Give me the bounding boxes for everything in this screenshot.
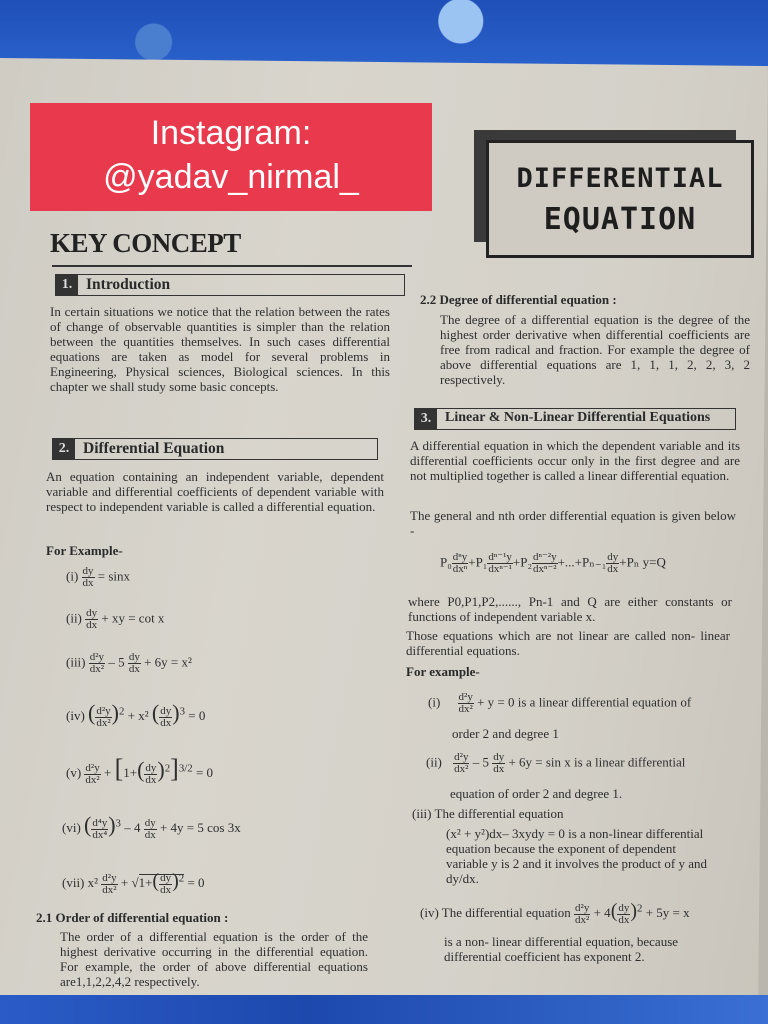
example-vii: (vii) x² $\frac{\text{d²y}}{\text{dx²}}$ + √1+( $\frac{dy}{dx}$ )$^2$ = 0: [62, 870, 205, 896]
right-example-iii-title: (iii) The differential equation: [412, 806, 564, 821]
example-number: (iii): [66, 654, 86, 670]
example-number: (iv): [66, 708, 85, 723]
right-example-ii: (ii) $\frac{\text{d²y}}{\text{dx²}}$ – 5 $\frac{dy}{dx}$ + 6y = sin x is a linear differential: [426, 751, 686, 775]
example-iii: (iii) $\frac{\text{d²y}}{\text{dx²}}$ – 5 $\frac{dy}{dx}$ + 6y = x²: [66, 651, 192, 675]
section-number: 3.: [415, 408, 437, 430]
instagram-watermark: [30, 103, 432, 211]
right-example-iii-body: (x² + y²)dx– 3xydy = 0 is a non-linear differential equation because the exponent of dependent variable y is 2 and it involves the product of y and dy/dx.: [446, 826, 708, 886]
where-paragraph: where P0,P1,P2,......, Pn-1 and Q are either constants or functions of independent variable x.: [408, 594, 732, 624]
example-rest: = sinx: [97, 568, 131, 584]
derivative-fraction: $\frac{dy}{dx}$: [86, 607, 98, 631]
intro-paragraph: In certain situations we notice that the relation between the rates of change of observable quantities is simpler than the relation between the quantities themselves. In such cases differential equations are taken as model for several problems in Engineering, Physical sciences, Biological sciences. In this chapter we shall study some basic concepts.: [50, 304, 390, 394]
subsection-2-2-title: 2.2 Degree of differential equation :: [420, 292, 617, 307]
background-fabric-bottom: [0, 995, 768, 1024]
section-number: 2.: [53, 438, 75, 460]
derivative-fraction: $\frac{dy}{dx}$: [82, 565, 94, 589]
subsection-2-1-title: 2.1 Order of differential equation :: [36, 910, 229, 925]
right-example-iv: (iv) The differential equation $\frac{\text{d²y}}{\text{dx²}}$ + 4( $\frac{dy}{dx}$ )$^2$ + 5y = x: [420, 900, 690, 926]
right-example-i: (i) $\frac{\text{d²y}}{\text{dx²}}$ + y = 0 is a linear differential equation of: [428, 691, 692, 715]
example-number: (vii): [62, 875, 85, 890]
section-number: 1.: [56, 274, 78, 296]
definition-paragraph: An equation containing an independent variable, dependent variable and differential coefficients of dependent variable with respect to independent variable is called a differential equation.: [46, 469, 384, 514]
example-rest: = 0: [187, 875, 205, 890]
example-ii: [66, 608, 164, 631]
example-number: (v): [66, 765, 82, 780]
example-rest: + 4y = 5 cos 3x: [159, 820, 241, 835]
section-title: Differential Equation: [83, 440, 225, 457]
for-example-label: For Example-: [46, 543, 123, 558]
example-rest: = 0: [195, 765, 214, 780]
general-form-intro: The general and nth order differential equation is given below -: [410, 508, 736, 538]
example-vi: (vi) ( $\frac{\text{d⁴y}}{\text{dx⁴}}$ )$^3$ – 4 $\frac{dy}{dx}$ + 4y = 5 cos 3x: [62, 812, 241, 841]
section-title: Introduction: [86, 276, 171, 293]
banner-line2: EQUATION: [543, 202, 697, 237]
section-2-heading: [52, 438, 378, 460]
for-example-label-right: For example-: [406, 664, 480, 679]
right-example-ii-cont: equation of order 2 and degree 1.: [450, 786, 623, 801]
section-title: Linear & Non-Linear Differential Equations: [445, 410, 711, 425]
instagram-handle: @yadav_nirmal_: [103, 158, 359, 196]
example-number: (i): [66, 568, 79, 584]
general-equation: P₀ $\frac{\text{dⁿy}}{\text{dxⁿ}}$ +P₁ $\frac{\text{dⁿ⁻¹y}}{\text{dxⁿ⁻¹}}$ +P₂ $\frac{\text{dⁿ⁻²y}}{\text{dxⁿ⁻²}}$ +...+Pₙ₋₁ $\frac{dy}{dx}$ +Pₙ y=Q: [440, 551, 666, 575]
right-example-iv-body: is a non- linear differential equation, because differential coefficient has exponent 2.: [444, 934, 679, 964]
divider: [52, 265, 412, 267]
key-concept-heading: KEY CONCEPT: [50, 228, 241, 258]
instagram-line1: Instagram:: [150, 114, 312, 152]
example-rest: = 0: [188, 708, 206, 723]
chapter-banner: [486, 140, 754, 258]
example-rest: + 6y = x²: [144, 654, 192, 670]
example-i: [66, 566, 130, 589]
order-paragraph: The order of a differential equation is the order of the highest derivative occurring in the differential equation. For example, the order of above differential equations are1,1,2,2,4,2 respectively.: [60, 929, 368, 989]
linear-definition: A differential equation in which the dependent variable and its differential coefficients occur only in the first degree and are not multiplied together is called a linear differential equation.: [410, 438, 740, 483]
example-number: (ii): [66, 610, 82, 626]
example-rest: + xy = cot x: [101, 610, 165, 626]
example-number: (vi): [62, 820, 81, 835]
section-3-heading: [414, 408, 736, 430]
example-v: (v) $\frac{\text{d²y}}{\text{dx²}}$ + [1+( $\frac{dy}{dx}$ )$^2$]$^{3/2}$ = 0: [66, 754, 214, 786]
banner-line1: DIFFERENTIAL: [516, 163, 724, 194]
section-1-heading: [55, 274, 405, 296]
degree-paragraph: The degree of a differential equation is the degree of the highest order derivative when differential coefficients are free from radical and fraction. For example the degree of above differential equations are 1, 1, 1, 2, 2, 3, 2 respectively.: [440, 312, 750, 387]
nonlinear-definition: Those equations which are not linear are called non- linear differential equations.: [406, 628, 730, 658]
example-iv: (iv) ( $\frac{\text{d²y}}{\text{dx²}}$ )$^2$ + x² ( $\frac{dy}{dx}$ )$^3$ = 0: [66, 700, 206, 729]
right-example-i-cont: order 2 and degree 1: [452, 726, 559, 741]
